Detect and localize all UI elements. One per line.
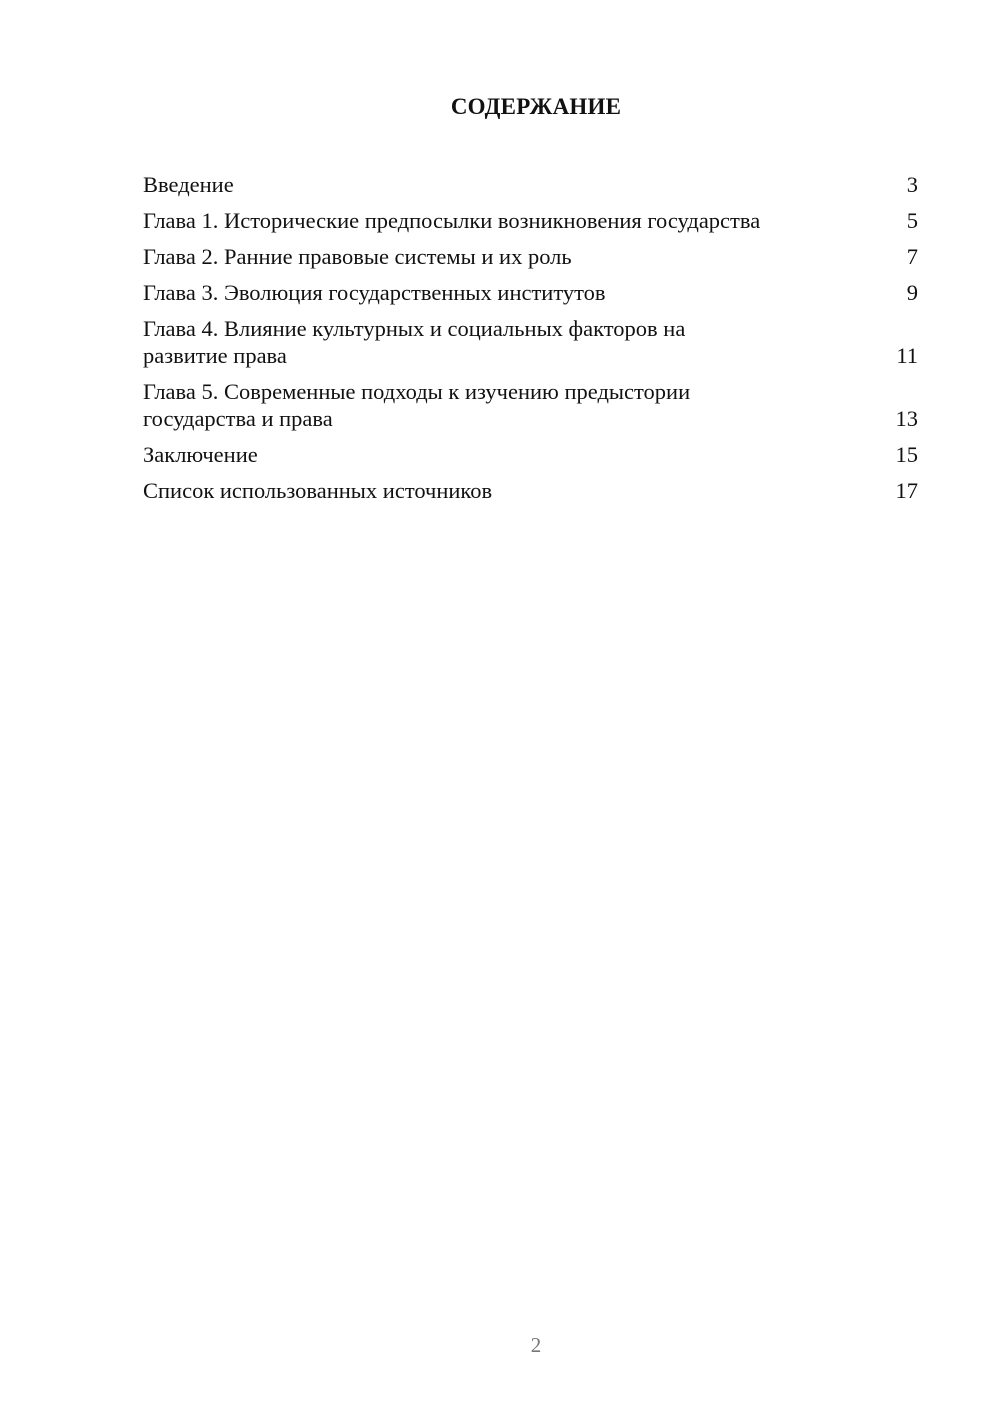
toc-entry-chapter-2[interactable]: [143, 243, 918, 270]
toc-entry-page: 7: [906, 244, 918, 269]
toc-entry-chapter-4[interactable]: [143, 315, 918, 369]
toc-entry-text: Глава 3. Эволюция государственных институтов: [143, 280, 606, 305]
page-number: 2: [530, 1333, 542, 1357]
toc-entry-conclusion[interactable]: [143, 441, 918, 468]
toc-entry-page: 13: [895, 406, 918, 431]
toc-entry-chapter-1[interactable]: [143, 207, 918, 234]
toc-entry-page: 11: [896, 343, 918, 368]
toc-entry-chapter-5[interactable]: [143, 378, 918, 432]
toc-entry-page: 3: [906, 172, 918, 197]
toc-entry-text: Глава 4. Влияние культурных и социальных факторов на развитие права: [143, 316, 686, 368]
toc-title: СОДЕРЖАНИЕ: [450, 94, 622, 119]
table-of-contents: [143, 171, 918, 513]
toc-entry-text: Глава 1. Исторические предпосылки возникновения государства: [143, 208, 761, 233]
toc-entry-page: 9: [906, 280, 918, 305]
toc-entry-page: 17: [895, 478, 918, 503]
toc-entry-introduction[interactable]: [143, 171, 918, 198]
toc-entry-text: Глава 5. Современные подходы к изучению предыстории государства и права: [143, 379, 691, 431]
toc-entry-text: Глава 2. Ранние правовые системы и их роль: [143, 244, 572, 269]
toc-entry-text: Заключение: [143, 442, 258, 467]
toc-entry-page: 5: [906, 208, 918, 233]
toc-entry-page: 15: [895, 442, 918, 467]
toc-entry-chapter-3[interactable]: [143, 279, 918, 306]
toc-entry-references[interactable]: [143, 477, 918, 504]
toc-entry-text: Введение: [143, 172, 234, 197]
toc-entry-text: Список использованных источников: [143, 478, 493, 503]
